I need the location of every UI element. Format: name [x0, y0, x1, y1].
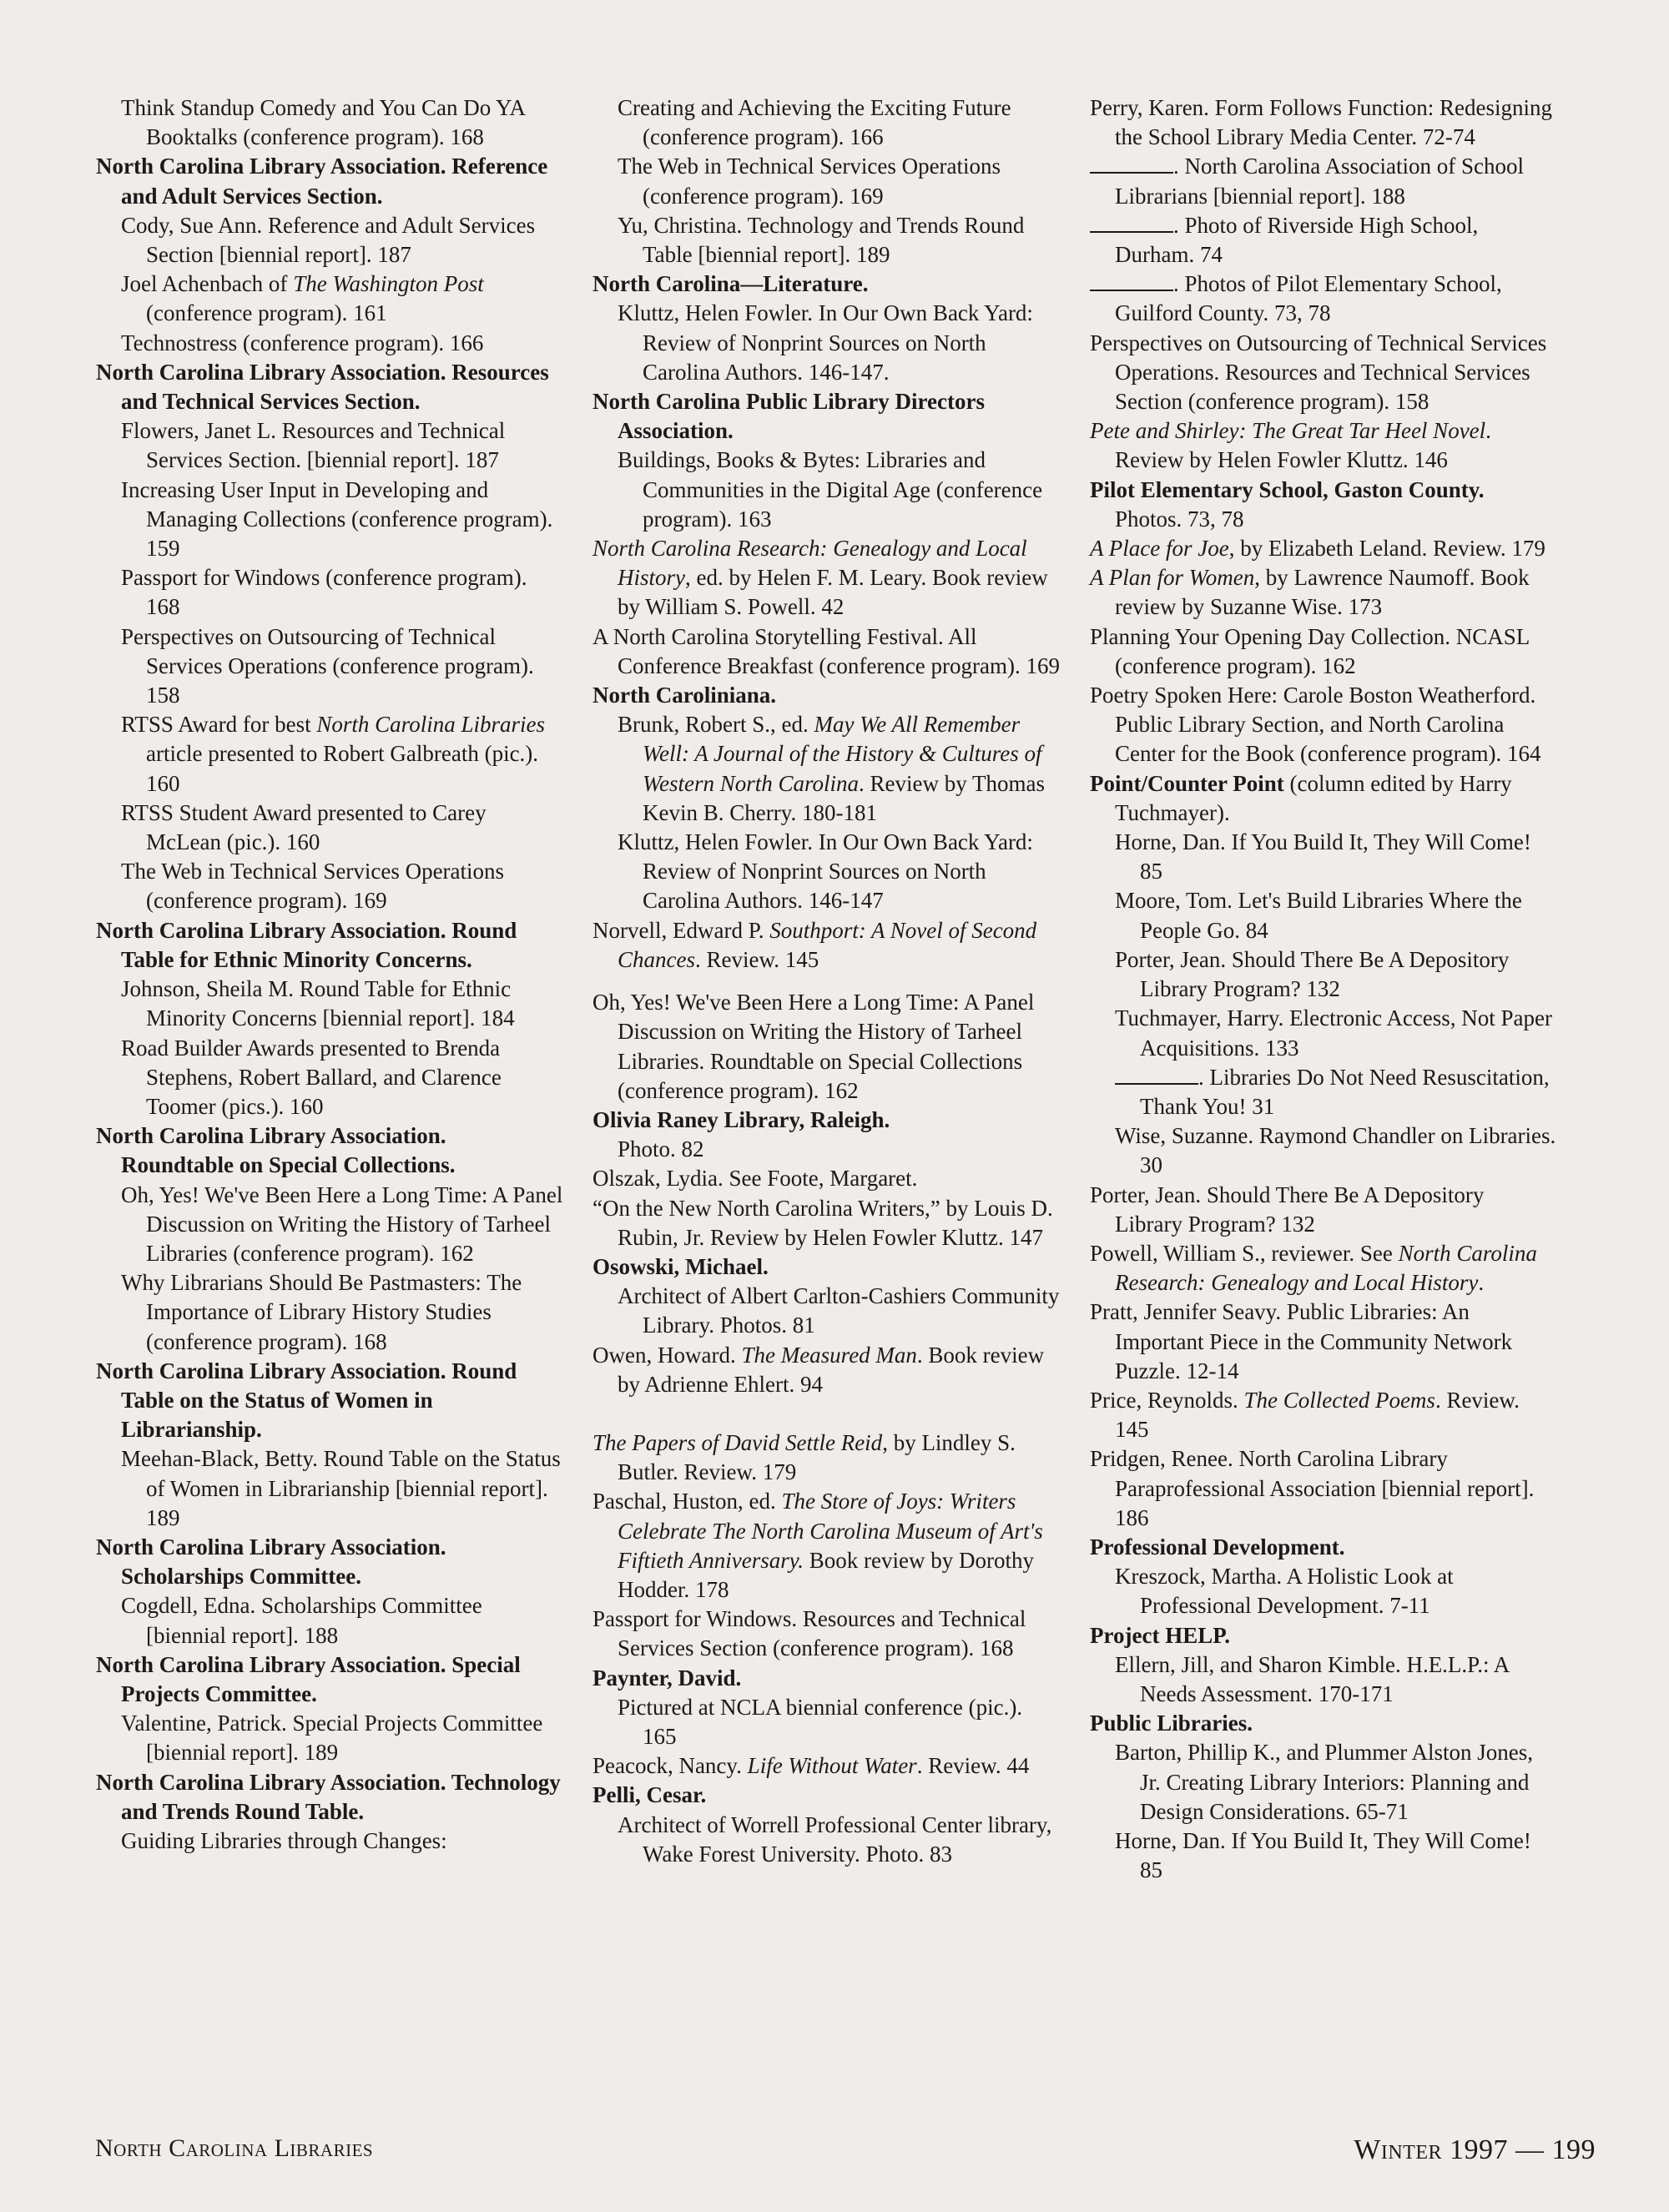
entry-text: Technostress (conference program). 166: [121, 330, 484, 355]
index-heading: [1090, 476, 1557, 505]
entry-text: RTSS Student Award presented to Carey McLean (pic.). 160: [121, 799, 487, 855]
entry-text: . Review by Thomas Kevin B. Cherry. 180-181: [643, 770, 1046, 825]
entry-text: (conference program). 161: [146, 300, 387, 326]
index-entry: [96, 211, 563, 270]
entry-text: North Carolina Library Association. Round Table for Ethnic Minority Concerns.: [96, 917, 517, 972]
title-italic: North Carolina Libraries: [316, 712, 545, 738]
index-entry: [96, 563, 563, 622]
entry-text: Road Builder Awards presented to Brenda Stephens, Robert Ballard, and Clarence Toomer (pics.). 160: [121, 1035, 502, 1119]
index-entry: [1090, 1004, 1557, 1062]
entry-text: Barton, Phillip K., and Plummer Alston Jones, Jr. Creating Library Interiors: Planning and Design Considerations. 65-71: [1115, 1740, 1534, 1824]
entry-text: Pictured at NCLA biennial conference (pic.). 165: [618, 1694, 1023, 1749]
index-heading: [96, 358, 563, 416]
index-entry: [592, 299, 1060, 387]
entry-text: Kreszock, Martha. A Holistic Look at Professional Development. 7-11: [1115, 1564, 1454, 1619]
index-entry: [592, 93, 1060, 152]
entry-text: Oh, Yes! We've Been Here a Long Time: A Panel Discussion on Writing the History of Tarheel Libraries (conference program). 162: [121, 1182, 563, 1266]
entry-text: Osowski, Michael.: [592, 1253, 769, 1279]
index-entry: [96, 270, 563, 328]
index-entry: [1090, 1827, 1557, 1885]
index-heading: [96, 1121, 563, 1180]
title-italic: North Carolina Research: Genealogy and Local History: [592, 536, 1027, 591]
entry-text: Moore, Tom. Let's Build Libraries Where the People Go. 84: [1115, 888, 1522, 943]
index-entry: [592, 622, 1060, 681]
entry-text: RTSS Award for best: [121, 712, 317, 738]
entry-text: Joel Achenbach of: [121, 271, 294, 297]
entry-text: North Carolina Library Association. Scholarships Committee.: [96, 1534, 446, 1590]
entry-text: , by Elizabeth Leland. Review. 179: [1228, 536, 1545, 562]
index-entry: [1090, 534, 1557, 563]
index-heading: [1090, 1621, 1557, 1650]
index-entry: [592, 710, 1060, 828]
entry-text: Johnson, Sheila M. Round Table for Ethnic Minority Concerns [biennial report]. 184: [121, 976, 515, 1031]
entry-text: Professional Development.: [1090, 1534, 1345, 1559]
entry-text: Horne, Dan. If You Build It, They Will Come! 85: [1115, 1827, 1531, 1883]
index-heading: [592, 387, 1060, 446]
title-italic: Southport: A Novel of Second Chances: [618, 917, 1037, 972]
index-entry: [96, 622, 563, 711]
title-italic: The Measured Man: [741, 1342, 917, 1368]
ditto-rule: [1090, 157, 1173, 174]
index-entry: [1090, 886, 1557, 945]
entry-text: North Carolina Library Association. Technology and Trends Round Table.: [96, 1769, 561, 1824]
entry-text: . Review. 145: [1115, 1387, 1520, 1443]
index-heading: [592, 681, 1060, 710]
entry-text: Flowers, Janet L. Resources and Technical Services Section. [biennial report]. 187: [121, 418, 506, 473]
entry-text: North Carolina Library Association. Resources and Technical Services Section.: [96, 359, 549, 415]
entry-text: Pilot Elementary School, Gaston County.: [1090, 476, 1485, 502]
entry-text: Passport for Windows (conference program). 168: [121, 565, 527, 620]
index-entry: [1090, 1063, 1557, 1121]
entry-text: Owen, Howard.: [592, 1342, 742, 1368]
index-entry: [592, 1751, 1060, 1781]
index-entry: [1090, 211, 1557, 270]
entry-text: Cody, Sue Ann. Reference and Adult Services Section [biennial report]. 187: [121, 212, 536, 268]
entry-text: Project HELP.: [1090, 1622, 1230, 1648]
index-entry: [592, 1341, 1060, 1399]
index-entry: [1090, 1562, 1557, 1620]
entry-text: Think Standup Comedy and You Can Do YA Booktalks (conference program). 168: [121, 95, 525, 150]
entry-text: Architect of Worrell Professional Center library, Wake Forest University. Photo. 83: [618, 1811, 1052, 1867]
index-entry: [592, 1811, 1060, 1869]
entry-text: Powell, William S., reviewer. See: [1090, 1240, 1399, 1266]
index-entry: [1090, 505, 1557, 534]
entry-text: Olivia Raney Library, Raleigh.: [592, 1106, 890, 1132]
index-heading: [96, 152, 563, 210]
index-entry: [1090, 1239, 1557, 1297]
index-column-3: [1090, 93, 1557, 1885]
entry-text: Paynter, David.: [592, 1665, 742, 1690]
entry-text: Norvell, Edward P.: [592, 917, 770, 943]
index-entry: [1090, 1121, 1557, 1180]
entry-text: Increasing User Input in Developing and Managing Collections (conference program). 159: [121, 476, 553, 562]
index-entry: [592, 1282, 1060, 1340]
entry-text: Ellern, Jill, and Sharon Kimble. H.E.L.P.: A Needs Assessment. 170-171: [1115, 1651, 1509, 1706]
index-entry: [1090, 828, 1557, 886]
index-heading: [96, 1768, 563, 1827]
footer-journal-name: North Carolina Libraries: [95, 2134, 374, 2162]
entry-text: , by Lindley S. Butler. Review. 179: [618, 1429, 1016, 1485]
entry-text: Brunk, Robert S., ed.: [618, 712, 814, 738]
index-entry: [1090, 622, 1557, 681]
entry-text: Public Libraries.: [1090, 1711, 1253, 1736]
entry-text: Passport for Windows. Resources and Technical Services Section (conference program). 168: [592, 1606, 1026, 1661]
title-italic: North Carolina Research: Genealogy and Local History: [1115, 1240, 1537, 1296]
entry-text: Peacock, Nancy.: [592, 1753, 748, 1779]
entry-text: Why Librarians Should Be Pastmasters: The Importance of Library History Studies (conference program). 168: [121, 1270, 522, 1354]
index-entry: [1090, 1386, 1557, 1444]
entry-text: Pelli, Cesar.: [592, 1782, 707, 1808]
entry-text: Pridgen, Renee. North Carolina Library Paraprofessional Association [biennial report]. 186: [1090, 1446, 1535, 1530]
title-italic: Life Without Water: [747, 1753, 917, 1779]
entry-text: . North Carolina Association of School Librarians [biennial report]. 188: [1115, 154, 1524, 209]
entry-text: (column edited by Harry Tuchmayer).: [1115, 770, 1512, 825]
index-heading: [592, 1781, 1060, 1810]
index-heading: [592, 270, 1060, 299]
index-entry: [592, 1194, 1060, 1252]
index-column-2: [592, 93, 1060, 1869]
index-entry: [96, 416, 563, 475]
index-heading: [592, 1106, 1060, 1135]
entry-text: . Review by Helen Fowler Kluttz. 146: [1115, 418, 1491, 473]
entry-text: Cogdell, Edna. Scholarships Committee [biennial report]. 188: [121, 1593, 482, 1648]
index-heading: [96, 1533, 563, 1591]
footer-issue-page: Winter 1997 — 199: [1354, 2134, 1596, 2165]
entry-text: . Book review by Adrienne Ehlert. 94: [618, 1342, 1045, 1397]
entry-text: North Caroliniana.: [592, 683, 777, 708]
index-entry: [96, 1591, 563, 1650]
entry-text: North Carolina Library Association. Roundtable on Special Collections.: [96, 1123, 456, 1178]
title-italic: The Washington Post: [293, 271, 484, 297]
index-heading: [96, 916, 563, 975]
index-entry: [1090, 1650, 1557, 1709]
index-entry: [1090, 1444, 1557, 1533]
index-heading: [1090, 1709, 1557, 1738]
entry-text: The Web in Technical Services Operations (conference program). 169: [121, 859, 505, 914]
title-italic: May We All Remember Well: A Journal of the History & Cultures of Western North Carolina: [643, 712, 1042, 796]
index-heading: [592, 1252, 1060, 1282]
title-italic: The Store of Joys: Writers Celebrate The North Carolina Museum of Art's Fiftieth Anniversary.: [618, 1489, 1043, 1573]
index-entry: [1090, 1738, 1557, 1827]
entry-text: Perspectives on Outsourcing of Technical Services Operations (conference program). 158: [121, 623, 534, 708]
entry-text: Kluttz, Helen Fowler. In Our Own Back Yard: Review of Nonprint Sources on North Carolina Authors. 146-147: [618, 829, 1033, 914]
entry-text: North Carolina Public Library Directors Association.: [592, 389, 985, 444]
entry-text: . Review. 145: [694, 946, 819, 972]
entry-text: Photo. 82: [618, 1136, 704, 1162]
entry-text: , ed. by Helen F. M. Leary. Book review by William S. Powell. 42: [618, 565, 1048, 620]
entry-text: article presented to Robert Galbreath (pic.). 160: [146, 741, 539, 796]
index-entry: [1090, 769, 1557, 828]
entry-text: Creating and Achieving the Exciting Future (conference program). 166: [618, 95, 1011, 150]
entry-text: Paschal, Huston, ed.: [592, 1489, 782, 1514]
entry-text: Tuchmayer, Harry. Electronic Access, Not Paper Acquisitions. 133: [1115, 1005, 1553, 1061]
title-italic: The Collected Poems: [1243, 1387, 1435, 1413]
entry-text: The Web in Technical Services Operations (conference program). 169: [618, 154, 1001, 209]
entry-text: North Carolina Library Association. Reference and Adult Services Section.: [96, 154, 548, 209]
index-entry: [96, 329, 563, 358]
index-entry: [592, 1693, 1060, 1751]
entry-text: Guiding Libraries through Changes:: [121, 1827, 447, 1853]
entry-text: “On the New North Carolina Writers,” by Louis D. Rubin, Jr. Review by Helen Fowler Kluttz. 147: [592, 1195, 1053, 1250]
entry-text: Wise, Suzanne. Raymond Chandler on Libraries. 30: [1115, 1123, 1556, 1178]
entry-text: . Photos of Pilot Elementary School, Guilford County. 73, 78: [1115, 271, 1502, 326]
index-entry: [1090, 945, 1557, 1004]
index-entry: [1090, 152, 1557, 210]
title-italic: The Papers of David Settle Reid: [592, 1429, 883, 1455]
entry-text: Oh, Yes! We've Been Here a Long Time: A Panel Discussion on Writing the History of Tarheel Libraries. Roundtable on Special Collections (conference program). 162: [592, 990, 1035, 1103]
entry-text: Book review by Dorothy Hodder. 178: [618, 1547, 1034, 1602]
index-entry: [1090, 329, 1557, 417]
index-entry: [1090, 563, 1557, 622]
entry-text: Perry, Karen. Form Follows Function: Redesigning the School Library Media Center. 72-74: [1090, 95, 1552, 150]
index-entry: [592, 828, 1060, 916]
index-entry: [96, 1827, 563, 1856]
entry-text: Yu, Christina. Technology and Trends Round Table [biennial report]. 189: [618, 212, 1025, 268]
index-entry: [96, 710, 563, 799]
entry-text: North Carolina—Literature.: [592, 271, 869, 297]
index-entry: [96, 1268, 563, 1357]
index-entry: [96, 799, 563, 857]
index-entry: [1090, 416, 1557, 475]
index-entry: [96, 93, 563, 152]
entry-text: Point/Counter Point: [1090, 770, 1284, 796]
entry-text: Valentine, Patrick. Special Projects Committee [biennial report]. 189: [121, 1711, 543, 1766]
index-heading: [592, 1664, 1060, 1693]
entry-text: Price, Reynolds.: [1090, 1387, 1244, 1413]
entry-text: Perspectives on Outsourcing of Technical Services Operations. Resources and Technical Services Section (conference program). 158: [1090, 330, 1547, 415]
index-entry: [96, 1709, 563, 1767]
index-entry: [592, 916, 1060, 975]
title-italic: A Plan for Women: [1090, 565, 1255, 591]
index-entry: [592, 1487, 1060, 1605]
index-entry: [1090, 270, 1557, 328]
entry-text: Olszak, Lydia. See Foote, Margaret.: [592, 1166, 918, 1192]
ditto-rule: [1090, 275, 1173, 291]
entry-text: .: [1478, 1270, 1485, 1296]
entry-text: , by Lawrence Naumoff. Book review by Suzanne Wise. 173: [1115, 565, 1530, 620]
entry-text: Porter, Jean. Should There Be A Depository Library Program? 132: [1090, 1182, 1485, 1237]
index-entry: [592, 1428, 1060, 1487]
index-entry: [592, 534, 1060, 622]
index-entry: [1090, 1181, 1557, 1239]
index-entry: [592, 1605, 1060, 1663]
entry-text: . Photo of Riverside High School, Durham. 74: [1115, 212, 1479, 268]
index-entry: [96, 1444, 563, 1533]
index-entry: [1090, 1297, 1557, 1386]
entry-text: . Libraries Do Not Need Resuscitation, Thank You! 31: [1140, 1064, 1550, 1119]
ditto-rule: [1090, 216, 1173, 233]
entry-text: North Carolina Library Association. Round Table on the Status of Women in Librarianship.: [96, 1358, 517, 1443]
index-entry: [96, 1181, 563, 1269]
entry-text: A North Carolina Storytelling Festival. All Conference Breakfast (conference program). 169: [592, 623, 1060, 678]
index-entry: [96, 476, 563, 564]
entry-text: Poetry Spoken Here: Carole Boston Weatherford. Public Library Section, and North Carolina Center for the Book (conference program). 164: [1090, 683, 1541, 767]
index-entry: [592, 152, 1060, 210]
index-heading: [96, 1357, 563, 1445]
index-entry: [592, 1135, 1060, 1164]
entry-text: Horne, Dan. If You Build It, They Will Come! 85: [1115, 829, 1531, 884]
index-heading: [96, 1650, 563, 1709]
index-entry: [1090, 93, 1557, 152]
entry-text: . Review. 44: [916, 1753, 1030, 1779]
entry-text: Meehan-Black, Betty. Round Table on the Status of Women in Librarianship [biennial report]. 189: [121, 1446, 561, 1530]
entry-text: Planning Your Opening Day Collection. NCASL (conference program). 162: [1090, 623, 1530, 678]
index-entry: [96, 1034, 563, 1122]
index-entry: [592, 988, 1060, 1106]
index-entry: [592, 446, 1060, 534]
entry-text: Photos. 73, 78: [1115, 506, 1244, 532]
ditto-rule: [1115, 1068, 1198, 1085]
entry-text: Architect of Albert Carlton-Cashiers Community Library. Photos. 81: [618, 1283, 1060, 1338]
entry-text: Kluttz, Helen Fowler. In Our Own Back Yard: Review of Nonprint Sources on North Carolina Authors. 146-147.: [618, 300, 1033, 385]
entry-text: Buildings, Books & Bytes: Libraries and Communities in the Digital Age (conference program). 163: [618, 447, 1043, 532]
index-entry: [1090, 681, 1557, 769]
index-entry: [96, 857, 563, 915]
index-column-1: [96, 93, 563, 1856]
index-heading: [1090, 1533, 1557, 1562]
entry-text: North Carolina Library Association. Special Projects Committee.: [96, 1651, 521, 1706]
entry-text: Pratt, Jennifer Seavy. Public Libraries: An Important Piece in the Community Network Puzzle. 12-14: [1090, 1299, 1513, 1383]
entry-text: Porter, Jean. Should There Be A Depository Library Program? 132: [1115, 946, 1510, 1002]
index-entry: [592, 211, 1060, 270]
title-italic: Pete and Shirley: The Great Tar Heel Novel: [1090, 418, 1486, 444]
title-italic: A Place for Joe: [1090, 536, 1229, 562]
index-entry: [96, 975, 563, 1033]
index-entry: [592, 1164, 1060, 1193]
